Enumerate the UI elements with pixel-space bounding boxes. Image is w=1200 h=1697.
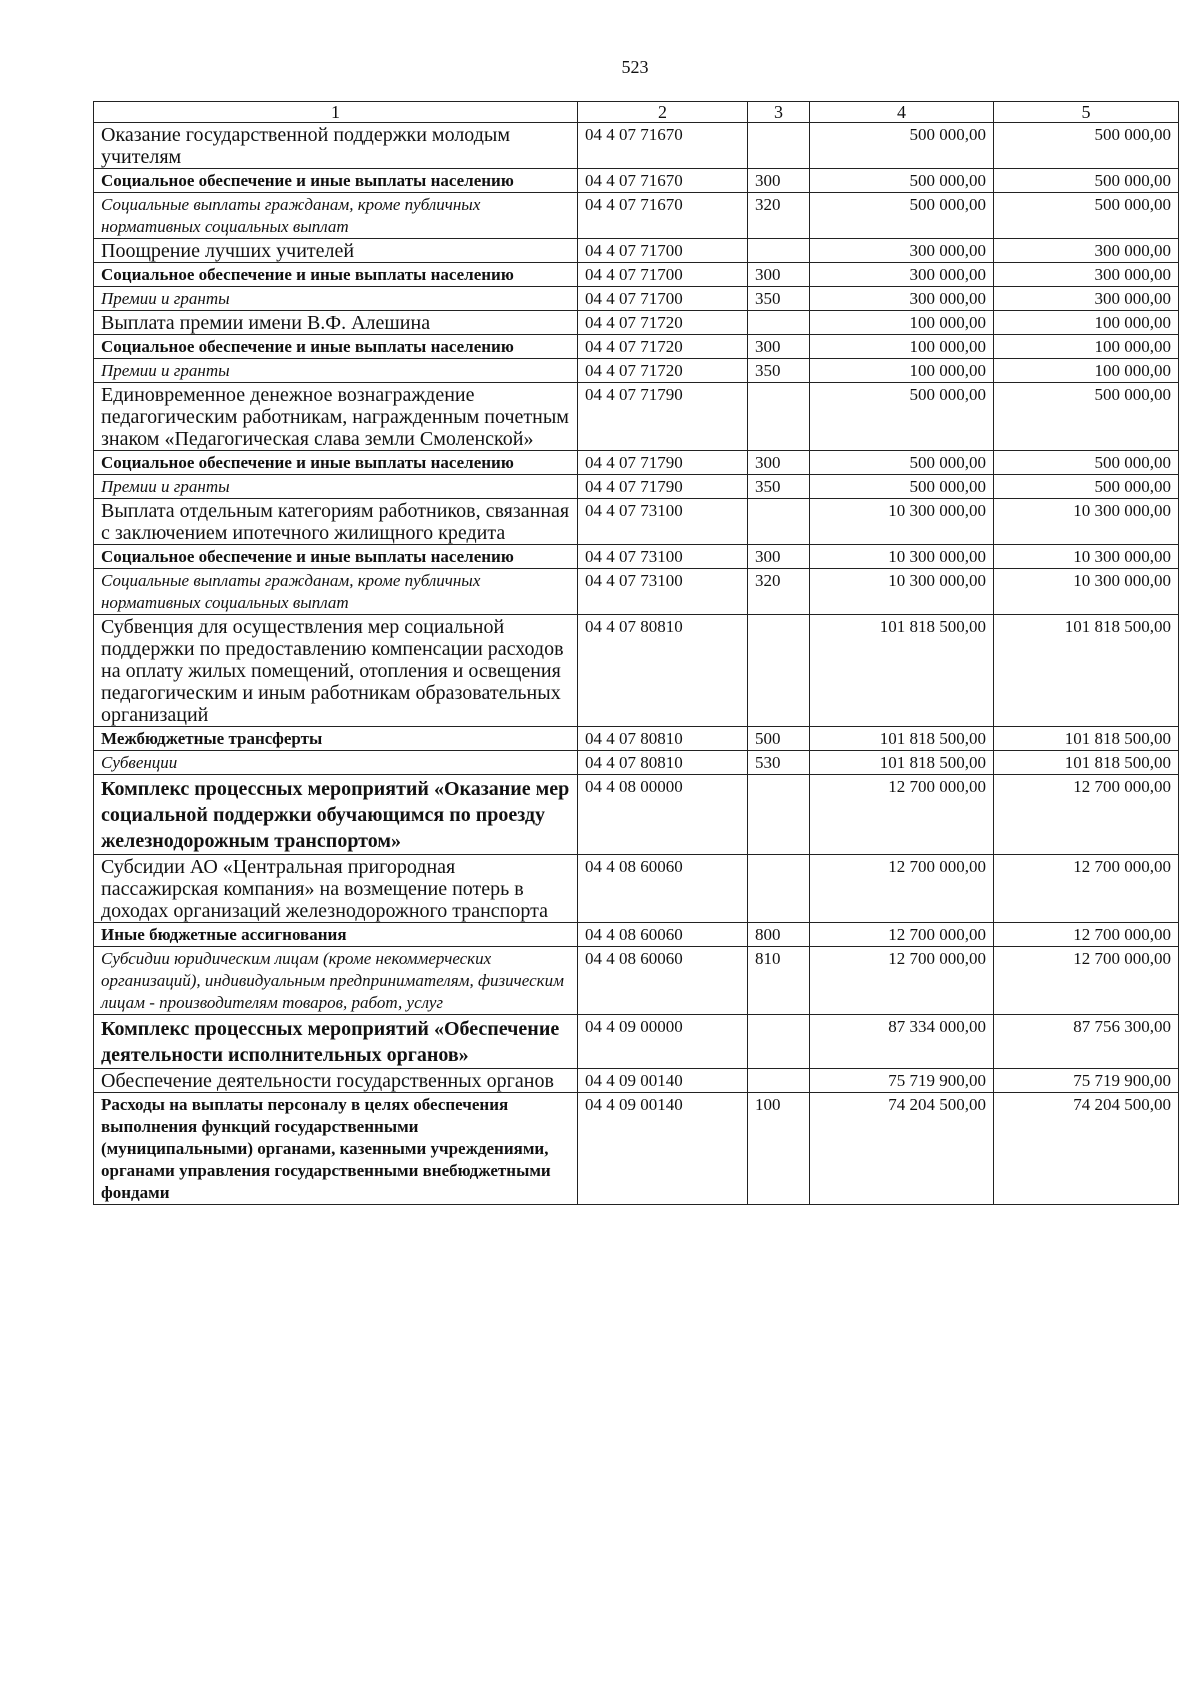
column-header-sum-2: 5 bbox=[994, 102, 1179, 123]
table-row bbox=[94, 1015, 1179, 1069]
table-header-row bbox=[94, 102, 1179, 123]
table-row bbox=[94, 751, 1179, 775]
row-name-cell: Субсидии юридическим лицам (кроме некоммерческих организаций), индивидуальным предпринимателям, физическим лицам - производителям товаров, работ, услуг bbox=[94, 947, 578, 1015]
row-type-cell bbox=[748, 123, 810, 169]
row-sum-2-cell: 101 818 500,00 bbox=[994, 751, 1179, 775]
row-type-cell bbox=[748, 383, 810, 451]
table-row bbox=[94, 311, 1179, 335]
row-type-cell bbox=[748, 1069, 810, 1093]
row-type-cell bbox=[748, 239, 810, 263]
row-sum-2-cell: 500 000,00 bbox=[994, 193, 1179, 239]
row-type-cell bbox=[748, 311, 810, 335]
row-sum-2-cell: 12 700 000,00 bbox=[994, 947, 1179, 1015]
row-name-cell: Социальное обеспечение и иные выплаты населению bbox=[94, 451, 578, 475]
row-name-cell: Поощрение лучших учителей bbox=[94, 239, 578, 263]
row-code-cell: 04 4 07 71720 bbox=[578, 335, 748, 359]
row-code-cell: 04 4 07 80810 bbox=[578, 751, 748, 775]
row-name-cell: Социальное обеспечение и иные выплаты населению bbox=[94, 545, 578, 569]
row-sum-2-cell: 74 204 500,00 bbox=[994, 1093, 1179, 1205]
row-name-cell: Единовременное денежное вознаграждение педагогическим работникам, награжденным почетным знаком «Педагогическая слава земли Смоленской» bbox=[94, 383, 578, 451]
row-type-cell: 100 bbox=[748, 1093, 810, 1205]
row-sum-2-cell: 500 000,00 bbox=[994, 383, 1179, 451]
row-sum-1-cell: 300 000,00 bbox=[810, 239, 994, 263]
row-sum-1-cell: 101 818 500,00 bbox=[810, 751, 994, 775]
row-type-cell: 530 bbox=[748, 751, 810, 775]
row-sum-1-cell: 500 000,00 bbox=[810, 475, 994, 499]
row-code-cell: 04 4 07 71700 bbox=[578, 239, 748, 263]
row-code-cell: 04 4 07 71700 bbox=[578, 263, 748, 287]
row-sum-2-cell: 75 719 900,00 bbox=[994, 1069, 1179, 1093]
page-number: 523 bbox=[621, 57, 649, 77]
row-type-cell: 350 bbox=[748, 359, 810, 383]
table-row bbox=[94, 287, 1179, 311]
row-type-cell bbox=[748, 855, 810, 923]
row-sum-2-cell: 300 000,00 bbox=[994, 263, 1179, 287]
row-sum-1-cell: 500 000,00 bbox=[810, 193, 994, 239]
table-row bbox=[94, 193, 1179, 239]
row-sum-2-cell: 100 000,00 bbox=[994, 359, 1179, 383]
row-sum-2-cell: 100 000,00 bbox=[994, 335, 1179, 359]
row-sum-2-cell: 87 756 300,00 bbox=[994, 1015, 1179, 1069]
row-sum-1-cell: 10 300 000,00 bbox=[810, 499, 994, 545]
row-type-cell bbox=[748, 499, 810, 545]
row-sum-2-cell: 300 000,00 bbox=[994, 287, 1179, 311]
column-header-sum-1: 4 bbox=[810, 102, 994, 123]
row-code-cell: 04 4 08 60060 bbox=[578, 947, 748, 1015]
row-name-cell: Субвенции bbox=[94, 751, 578, 775]
row-type-cell: 300 bbox=[748, 451, 810, 475]
row-type-cell: 300 bbox=[748, 169, 810, 193]
row-type-cell: 300 bbox=[748, 335, 810, 359]
row-code-cell: 04 4 07 71720 bbox=[578, 311, 748, 335]
row-name-cell: Социальные выплаты гражданам, кроме публичных нормативных социальных выплат bbox=[94, 193, 578, 239]
row-sum-1-cell: 12 700 000,00 bbox=[810, 855, 994, 923]
row-name-cell: Премии и гранты bbox=[94, 287, 578, 311]
row-code-cell: 04 4 09 00140 bbox=[578, 1069, 748, 1093]
row-code-cell: 04 4 09 00000 bbox=[578, 1015, 748, 1069]
row-code-cell: 04 4 07 73100 bbox=[578, 545, 748, 569]
row-type-cell bbox=[748, 615, 810, 727]
table-row bbox=[94, 855, 1179, 923]
row-code-cell: 04 4 07 71790 bbox=[578, 451, 748, 475]
row-sum-2-cell: 10 300 000,00 bbox=[994, 545, 1179, 569]
row-code-cell: 04 4 07 80810 bbox=[578, 727, 748, 751]
row-code-cell: 04 4 09 00140 bbox=[578, 1093, 748, 1205]
table-row bbox=[94, 569, 1179, 615]
row-type-cell: 800 bbox=[748, 923, 810, 947]
row-name-cell: Оказание государственной поддержки молодым учителям bbox=[94, 123, 578, 169]
row-type-cell: 320 bbox=[748, 569, 810, 615]
table-row bbox=[94, 947, 1179, 1015]
row-name-cell: Премии и гранты bbox=[94, 359, 578, 383]
table-row bbox=[94, 923, 1179, 947]
table-row bbox=[94, 335, 1179, 359]
table-row bbox=[94, 615, 1179, 727]
row-sum-1-cell: 300 000,00 bbox=[810, 287, 994, 311]
row-name-cell: Выплата премии имени В.Ф. Алешина bbox=[94, 311, 578, 335]
table-row bbox=[94, 123, 1179, 169]
row-code-cell: 04 4 07 71670 bbox=[578, 123, 748, 169]
row-type-cell: 320 bbox=[748, 193, 810, 239]
table-row bbox=[94, 239, 1179, 263]
row-type-cell: 810 bbox=[748, 947, 810, 1015]
row-code-cell: 04 4 07 71790 bbox=[578, 475, 748, 499]
row-sum-1-cell: 500 000,00 bbox=[810, 169, 994, 193]
row-sum-2-cell: 100 000,00 bbox=[994, 311, 1179, 335]
row-sum-1-cell: 74 204 500,00 bbox=[810, 1093, 994, 1205]
row-sum-1-cell: 101 818 500,00 bbox=[810, 615, 994, 727]
row-sum-2-cell: 10 300 000,00 bbox=[994, 569, 1179, 615]
row-name-cell: Премии и гранты bbox=[94, 475, 578, 499]
row-sum-2-cell: 12 700 000,00 bbox=[994, 775, 1179, 855]
row-type-cell bbox=[748, 775, 810, 855]
row-sum-1-cell: 100 000,00 bbox=[810, 311, 994, 335]
row-type-cell: 300 bbox=[748, 263, 810, 287]
row-name-cell: Иные бюджетные ассигнования bbox=[94, 923, 578, 947]
table-row bbox=[94, 383, 1179, 451]
row-sum-2-cell: 12 700 000,00 bbox=[994, 855, 1179, 923]
table-row bbox=[94, 451, 1179, 475]
row-sum-1-cell: 87 334 000,00 bbox=[810, 1015, 994, 1069]
row-sum-2-cell: 500 000,00 bbox=[994, 451, 1179, 475]
table-row bbox=[94, 263, 1179, 287]
row-name-cell: Комплекс процессных мероприятий «Обеспечение деятельности исполнительных органов» bbox=[94, 1015, 578, 1069]
row-sum-1-cell: 500 000,00 bbox=[810, 383, 994, 451]
row-code-cell: 04 4 08 60060 bbox=[578, 923, 748, 947]
table-body bbox=[94, 123, 1179, 1205]
row-name-cell: Межбюджетные трансферты bbox=[94, 727, 578, 751]
row-code-cell: 04 4 08 00000 bbox=[578, 775, 748, 855]
row-name-cell: Выплата отдельным категориям работников, связанная с заключением ипотечного жилищного кредита bbox=[94, 499, 578, 545]
row-code-cell: 04 4 08 60060 bbox=[578, 855, 748, 923]
row-name-cell: Обеспечение деятельности государственных органов bbox=[94, 1069, 578, 1093]
row-type-cell: 350 bbox=[748, 475, 810, 499]
row-code-cell: 04 4 07 73100 bbox=[578, 499, 748, 545]
row-sum-1-cell: 100 000,00 bbox=[810, 359, 994, 383]
row-sum-2-cell: 101 818 500,00 bbox=[994, 727, 1179, 751]
row-sum-2-cell: 500 000,00 bbox=[994, 123, 1179, 169]
row-sum-1-cell: 500 000,00 bbox=[810, 451, 994, 475]
row-sum-1-cell: 12 700 000,00 bbox=[810, 775, 994, 855]
row-sum-2-cell: 500 000,00 bbox=[994, 475, 1179, 499]
row-name-cell: Социальное обеспечение и иные выплаты населению bbox=[94, 169, 578, 193]
row-sum-1-cell: 10 300 000,00 bbox=[810, 569, 994, 615]
table-row bbox=[94, 475, 1179, 499]
table-row bbox=[94, 1093, 1179, 1205]
row-sum-2-cell: 300 000,00 bbox=[994, 239, 1179, 263]
table-row bbox=[94, 727, 1179, 751]
table-row bbox=[94, 775, 1179, 855]
row-name-cell: Комплекс процессных мероприятий «Оказание мер социальной поддержки обучающимся по проезду железнодорожным транспортом» bbox=[94, 775, 578, 855]
row-sum-2-cell: 12 700 000,00 bbox=[994, 923, 1179, 947]
row-type-cell bbox=[748, 1015, 810, 1069]
table-row bbox=[94, 545, 1179, 569]
row-code-cell: 04 4 07 73100 bbox=[578, 569, 748, 615]
table-row bbox=[94, 1069, 1179, 1093]
column-header-name: 1 bbox=[94, 102, 578, 123]
row-code-cell: 04 4 07 71670 bbox=[578, 169, 748, 193]
table-row bbox=[94, 359, 1179, 383]
budget-table bbox=[93, 101, 1179, 1205]
row-sum-1-cell: 75 719 900,00 bbox=[810, 1069, 994, 1093]
row-sum-1-cell: 300 000,00 bbox=[810, 263, 994, 287]
row-sum-1-cell: 12 700 000,00 bbox=[810, 947, 994, 1015]
row-sum-2-cell: 10 300 000,00 bbox=[994, 499, 1179, 545]
row-code-cell: 04 4 07 71670 bbox=[578, 193, 748, 239]
row-name-cell: Расходы на выплаты персоналу в целях обеспечения выполнения функций государственными (муниципальными) органами, казенными учреждениями, органами управления государственными внебюджетными фондами bbox=[94, 1093, 578, 1205]
table-row bbox=[94, 169, 1179, 193]
row-name-cell: Субвенция для осуществления мер социальной поддержки по предоставлению компенсации расходов на оплату жилых помещений, отопления и освещения педагогическим и иным работникам образовательных организаций bbox=[94, 615, 578, 727]
row-sum-1-cell: 12 700 000,00 bbox=[810, 923, 994, 947]
column-header-code: 2 bbox=[578, 102, 748, 123]
row-sum-1-cell: 100 000,00 bbox=[810, 335, 994, 359]
row-name-cell: Социальное обеспечение и иные выплаты населению bbox=[94, 335, 578, 359]
row-type-cell: 300 bbox=[748, 545, 810, 569]
column-header-type: 3 bbox=[748, 102, 810, 123]
row-type-cell: 350 bbox=[748, 287, 810, 311]
row-sum-1-cell: 500 000,00 bbox=[810, 123, 994, 169]
row-name-cell: Социальное обеспечение и иные выплаты населению bbox=[94, 263, 578, 287]
row-name-cell: Субсидии АО «Центральная пригородная пассажирская компания» на возмещение потерь в доходах организаций железнодорожного транспорта bbox=[94, 855, 578, 923]
row-sum-1-cell: 101 818 500,00 bbox=[810, 727, 994, 751]
row-code-cell: 04 4 07 71700 bbox=[578, 287, 748, 311]
row-sum-2-cell: 101 818 500,00 bbox=[994, 615, 1179, 727]
row-code-cell: 04 4 07 71790 bbox=[578, 383, 748, 451]
table-row bbox=[94, 499, 1179, 545]
row-type-cell: 500 bbox=[748, 727, 810, 751]
row-code-cell: 04 4 07 71720 bbox=[578, 359, 748, 383]
row-code-cell: 04 4 07 80810 bbox=[578, 615, 748, 727]
row-name-cell: Социальные выплаты гражданам, кроме публичных нормативных социальных выплат bbox=[94, 569, 578, 615]
row-sum-2-cell: 500 000,00 bbox=[994, 169, 1179, 193]
row-sum-1-cell: 10 300 000,00 bbox=[810, 545, 994, 569]
